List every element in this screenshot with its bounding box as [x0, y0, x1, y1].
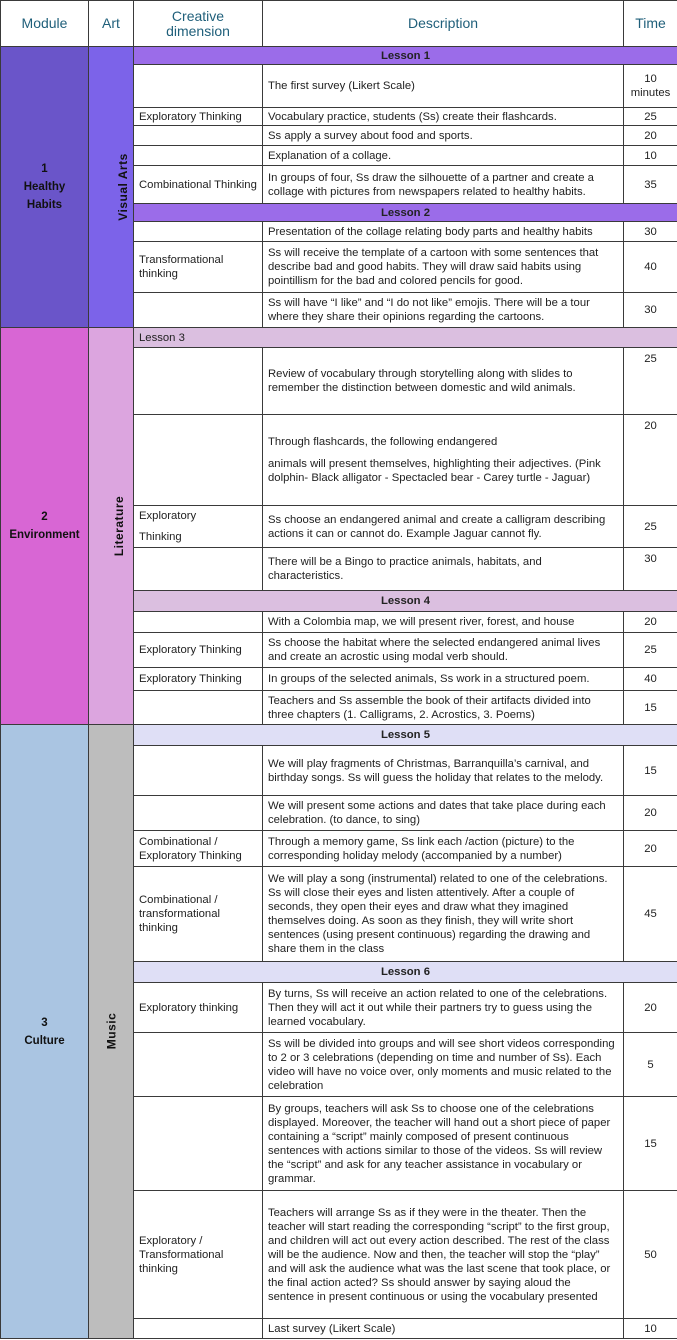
creative-dimension-cell [134, 1191, 263, 1319]
creative-dimension: Exploratory Thinking [139, 644, 242, 656]
time-cell: 15 [624, 746, 677, 796]
time-cell: 15 [624, 691, 677, 725]
creative-dimension-cell [134, 1097, 263, 1191]
module-number: 2 [41, 511, 48, 523]
creative-dimension-line2: Thinking [139, 531, 182, 543]
description-cell [263, 222, 624, 242]
description-cell [263, 1097, 624, 1191]
description-cell [263, 126, 624, 146]
description-cell [263, 633, 624, 668]
header-creative-dimension: Creative dimension [134, 1, 263, 47]
description-cell [263, 867, 624, 962]
creative-dimension-cell [134, 293, 263, 328]
description: We will play a song (instrumental) related to one of the celebrations. Ss will close their eyes and listen attentively. After a couple of seconds, they open their eyes and draw what they imagined themselves doing. As soon as they finish, they will write short sentences (using present continuous) regarding the drawing and share them in the class [268, 873, 608, 955]
time-cell: 40 [624, 668, 677, 691]
lesson-title: Lesson 5 [134, 725, 677, 746]
creative-dimension-cell [134, 668, 263, 691]
module-name: Culture [24, 1034, 65, 1047]
time-cell: 35 [624, 166, 677, 204]
creative-dimension-cell [134, 108, 263, 126]
creative-dimension: Combinational / transformational thinking [139, 894, 220, 934]
description: The first survey (Likert Scale) [268, 80, 415, 92]
creative-dimension-cell [134, 348, 263, 415]
description: We will play fragments of Christmas, Barranquilla’s carnival, and birthday songs. Ss will guess the holiday that relates to the melody. [268, 757, 604, 784]
creative-dimension: Combinational Thinking [139, 178, 257, 191]
creative-dimension-cell [134, 242, 263, 293]
description-cell [263, 1319, 624, 1339]
header-row [1, 1, 677, 47]
time-cell: 30 [624, 293, 677, 328]
art-label: Music [103, 1012, 118, 1050]
description: Vocabulary practice, students (Ss) create their flashcards. [268, 110, 557, 123]
time-cell: 15 [624, 1097, 677, 1191]
creative-dimension-cell [134, 548, 263, 591]
description-cell [263, 548, 624, 591]
creative-dimension: Exploratory [139, 510, 197, 522]
time-cell: 30 [624, 548, 677, 591]
header-time: Time [624, 1, 677, 47]
time-cell: 10 [624, 1319, 677, 1339]
time-cell: 25 [624, 348, 677, 415]
description-cell [263, 242, 624, 293]
creative-dimension: Exploratory / Transformational thinking [139, 1234, 224, 1275]
description-cell [263, 983, 624, 1033]
description-cell [263, 1033, 624, 1097]
time-cell: 20 [624, 983, 677, 1033]
module-cell [1, 725, 89, 1339]
description: There will be a Bingo to practice animals, habitats, and characteristics. [268, 556, 542, 582]
creative-dimension-cell [134, 612, 263, 633]
creative-dimension: Transformational thinking [139, 254, 224, 280]
art-cell [89, 328, 134, 725]
creative-dimension: Exploratory Thinking [139, 110, 242, 123]
creative-dimension-cell [134, 126, 263, 146]
description-cell [263, 293, 624, 328]
header-art: Art [89, 1, 134, 47]
description-cell [263, 746, 624, 796]
description-cell [263, 691, 624, 725]
creative-dimension-cell [134, 746, 263, 796]
lesson-header-row [1, 47, 677, 65]
description: We will present some actions and dates that take place during each celebration. (to dance, to sing) [268, 800, 606, 826]
description: Last survey (Likert Scale) [268, 1322, 396, 1335]
module-cell [1, 47, 89, 328]
description: Ss choose an endangered animal and create a calligram describing actions it can or cannot do. Example Jaguar cannot fly. [268, 513, 606, 540]
description-cell [263, 65, 624, 108]
description-cell [263, 415, 624, 506]
creative-dimension-cell [134, 633, 263, 668]
art-label: Visual Arts [115, 152, 130, 221]
description: Review of vocabulary through storytelling along with slides to remember the distinction between domestic and wild animals. [268, 368, 576, 394]
creative-dimension: Combinational / Exploratory Thinking [139, 835, 242, 862]
lesson-title: Lesson 2 [134, 204, 677, 222]
time-cell: 40 [624, 242, 677, 293]
creative-dimension-cell [134, 867, 263, 962]
description: In groups of the selected animals, Ss work in a structured poem. [268, 673, 590, 685]
description-cell [263, 612, 624, 633]
lesson-header-row [1, 328, 677, 348]
creative-dimension-cell [134, 506, 263, 548]
creative-dimension-cell [134, 146, 263, 166]
description-cell [263, 668, 624, 691]
description: In groups of four, Ss draw the silhouette of a partner and create a collage with pictures from newspapers related to healthy habits. [268, 171, 594, 198]
description: Explanation of a collage. [268, 149, 392, 162]
creative-dimension-cell [134, 796, 263, 831]
time-cell: 20 [624, 415, 677, 506]
description: Teachers will arrange Ss as if they were in the theater. Then the teacher will start reading the corresponding “script” to the first group, and children will act out every action described. The rest of the class will be the audience. Now and then, the teacher will stop the “play” and will ask the audience what was the last scene that took place, or the final action acted? Ss should answer by saying aloud the sentence in present continuous or using the vocabulary presented [268, 1206, 611, 1303]
module-name: Healthy Habits [23, 181, 66, 211]
header-description: Description [263, 1, 624, 47]
module-name: Environment [9, 529, 80, 541]
creative-dimension-cell [134, 1319, 263, 1339]
creative-dimension-cell [134, 65, 263, 108]
creative-dimension-cell [134, 222, 263, 242]
time-cell: 10 minutes [624, 65, 677, 108]
description: With a Colombia map, we will present river, forest, and house [268, 616, 575, 628]
description: Ss will receive the template of a cartoon with some sentences that describe bad and good habits. They will draw said habits using pointillism for the bad and colored pencils for good. [268, 247, 599, 287]
description: Ss choose the habitat where the selected endangered animal lives and create an acrostic using modal verb should. [268, 637, 601, 663]
creative-dimension-cell [134, 166, 263, 204]
description: Ss apply a survey about food and sports. [268, 129, 473, 142]
time-cell: 25 [624, 506, 677, 548]
time-cell: 20 [624, 612, 677, 633]
description-cell [263, 108, 624, 126]
description-cell [263, 831, 624, 867]
lesson-title: Lesson 4 [134, 591, 677, 612]
description-cell [263, 146, 624, 166]
creative-dimension-cell [134, 983, 263, 1033]
module-number: 3 [41, 1016, 48, 1029]
description: Through a memory game, Ss link each /action (picture) to the corresponding holiday melody (accompanied by a number) [268, 835, 575, 862]
description-line2: animals will present themselves, highlighting their adjectives. (Pink dolphin- Black alligator - Spectacled bear - Carey turtle - Jaguar) [268, 458, 601, 484]
lesson-title: Lesson 1 [134, 47, 677, 65]
time-cell: 30 [624, 222, 677, 242]
creative-dimension-cell [134, 1033, 263, 1097]
time-cell: 45 [624, 867, 677, 962]
time-cell: 25 [624, 108, 677, 126]
creative-dimension: Exploratory thinking [139, 1001, 239, 1014]
lesson-header-row [1, 725, 677, 746]
gap-spacer [139, 523, 257, 530]
lesson-title: Lesson 6 [134, 962, 677, 983]
art-cell [89, 47, 134, 328]
header-module: Module [1, 1, 89, 47]
time-cell: 10 [624, 146, 677, 166]
description: By turns, Ss will receive an action related to one of the celebrations. Then they will act it out while their partners try to guess using the learned vocabulary. [268, 987, 608, 1028]
creative-dimension-cell [134, 831, 263, 867]
module-number: 1 [41, 163, 48, 175]
description-line1: Through flashcards, the following endangered [268, 436, 498, 448]
description-cell [263, 166, 624, 204]
module-cell [1, 328, 89, 725]
description: Ss will have “I like” and “I do not like” emojis. There will be a tour where they share their opinions regarding the cartoons. [268, 297, 590, 323]
time-cell: 20 [624, 126, 677, 146]
creative-dimension-cell [134, 415, 263, 506]
description: Ss will be divided into groups and will see short videos corresponding to 2 or 3 celebrations (depending on time and number of Ss). Each video will have no voice over, only moments and music related to the celebration [268, 1037, 615, 1092]
time-cell: 5 [624, 1033, 677, 1097]
creative-dimension-cell [134, 691, 263, 725]
lesson-title: Lesson 3 [134, 328, 677, 348]
description-cell [263, 796, 624, 831]
time-cell: 25 [624, 633, 677, 668]
art-label: Literature [112, 495, 127, 556]
description: By groups, teachers will ask Ss to choose one of the celebrations displayed. Moreover, the teacher will hand out a short piece of paper containing a “script” mainly composed of present continuous sentences with actions similar to those of the videos. Ss will review the “script” and ask for any teacher assistance in vocabulary or grammar. [268, 1102, 611, 1185]
time-cell: 20 [624, 796, 677, 831]
art-cell [89, 725, 134, 1339]
description-cell [263, 1191, 624, 1319]
description: Presentation of the collage relating body parts and healthy habits [268, 225, 593, 238]
description-cell [263, 348, 624, 415]
time-cell: 50 [624, 1191, 677, 1319]
description-cell [263, 506, 624, 548]
creative-dimension: Exploratory Thinking [139, 673, 242, 685]
time-cell: 20 [624, 831, 677, 867]
description: Teachers and Ss assemble the book of their artifacts divided into three chapters (1. Calligrams, 2. Acrostics, 3. Poems) [268, 694, 591, 721]
